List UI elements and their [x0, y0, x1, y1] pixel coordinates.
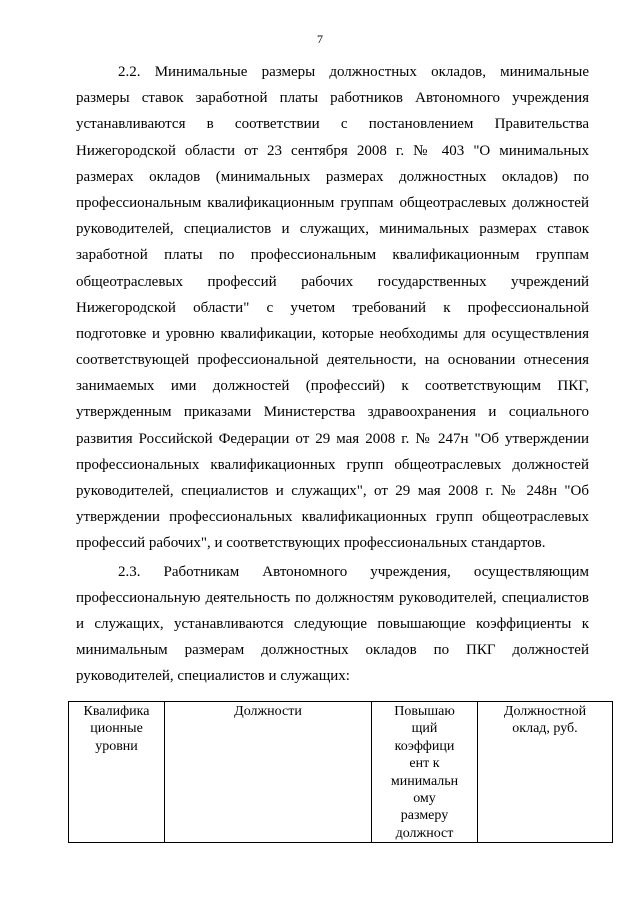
text-line: занимаемых ими должностей (профессий) к соответствующим ПКГ,: [76, 378, 589, 395]
page-number: 7: [317, 32, 323, 46]
text-line: устанавливаются в соответствии с постановлением Правительства: [76, 116, 589, 133]
text-line: соответствующей профессиональной деятельности, на основании отнесения: [76, 352, 589, 369]
text-line: размерах окладов (минимальных размерах должностных окладов) по: [76, 168, 589, 185]
text-line: профессий рабочих", и соответствующих профессиональных стандартов.: [76, 535, 546, 552]
text-line: руководителей, специалистов и служащих:: [76, 668, 350, 685]
text-line: подготовке и уровню квалификации, которые необходимы для осуществления: [76, 325, 589, 342]
text-line: заработной платы по профессиональным квалификационным группам: [76, 247, 589, 264]
header-coefficient: Повышаю щий коэффици ент к минимальн ому размеру должност: [372, 702, 478, 843]
text-line: Нижегородской области" с учетом требований к профессиональной: [76, 299, 589, 316]
text-line: минимальным размерам должностных окладов по ПКГ должностей: [76, 642, 589, 659]
header-qualification-levels: Квалифика ционные уровни: [69, 702, 165, 843]
text-line: 2.3. Работникам Автономного учреждения, осуществляющим: [118, 563, 589, 580]
text-line: Нижегородской области от 23 сентября 2008 г. № 403 "О минимальных: [76, 142, 589, 159]
text-line: профессиональную деятельность по должностям руководителей, специалистов: [76, 589, 589, 606]
header-positions: Должности: [165, 702, 372, 843]
text-line: профессиональным квалификационным группам общеотраслевых должностей: [76, 194, 589, 211]
text-line: руководителей, специалистов и служащих, минимальных размерах ставок: [76, 221, 589, 238]
paragraph-2-3: [76, 559, 589, 690]
text-line: профессиональных квалификационных групп общеотраслевых должностей: [76, 456, 589, 473]
text-line: развития Российской Федерации от 29 мая 2008 г. № 247н "Об утверждении: [76, 430, 589, 447]
paragraph-2-2: [76, 59, 589, 557]
text-line: утверждении профессиональных квалификационных групп общеотраслевых: [76, 509, 589, 526]
text-line: размеры ставок заработной платы работников Автономного учреждения: [76, 90, 589, 107]
document-body: [76, 59, 589, 690]
header-salary: Должностной оклад, руб.: [478, 702, 613, 843]
text-line: общеотраслевых профессий рабочих государственных учреждений: [76, 273, 589, 290]
text-line: руководителей, специалистов и служащих", от 29 мая 2008 г. № 248н "Об: [76, 483, 589, 499]
text-line: утвержденным приказами Министерства здравоохранения и социального: [76, 404, 589, 421]
text-line: 2.2. Минимальные размеры должностных окладов, минимальные: [118, 64, 589, 80]
coefficients-table: [68, 701, 613, 843]
text-line: и служащих, устанавливаются следующие повышающие коэффициенты к: [76, 615, 589, 632]
table-header-row: [69, 702, 613, 843]
